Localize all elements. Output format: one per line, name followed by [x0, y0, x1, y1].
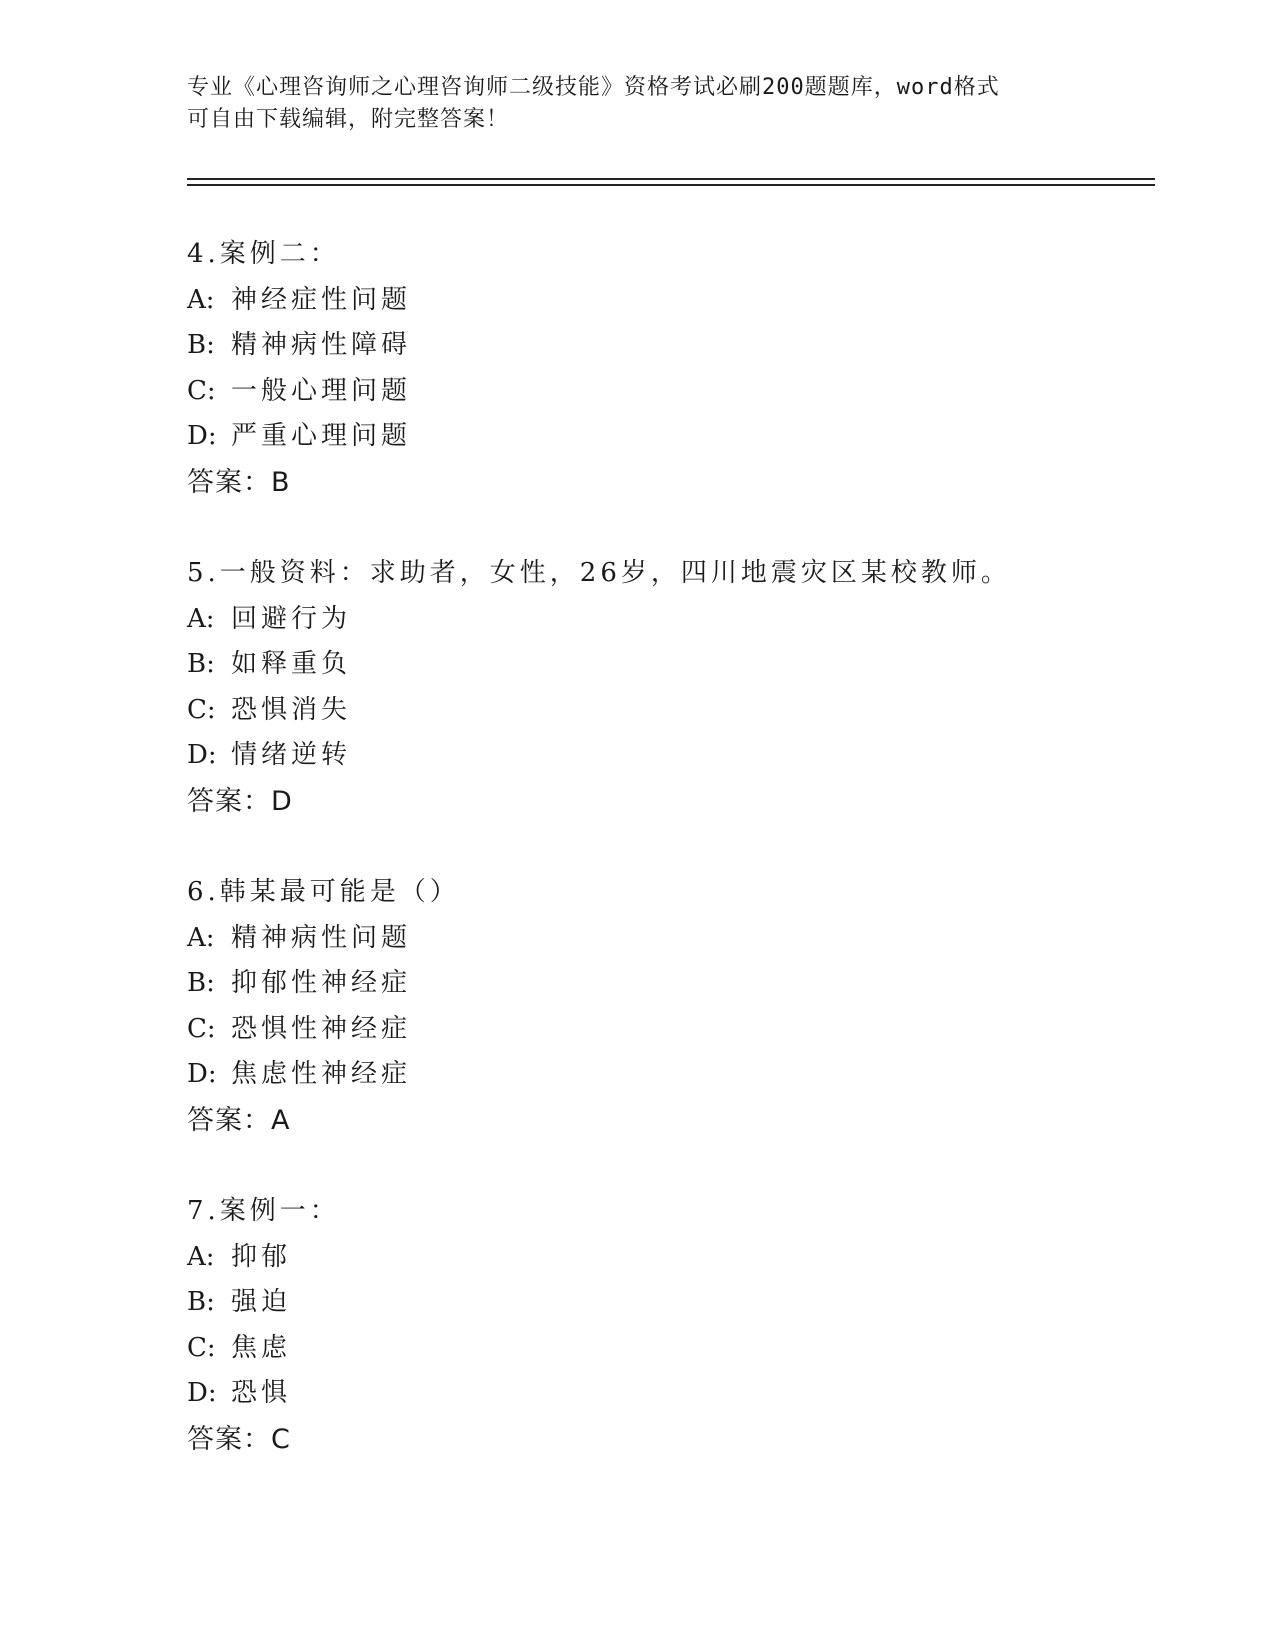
answer-line: 答案：B — [187, 466, 291, 498]
document-header — [187, 72, 1087, 136]
option-text: 恐惧消失 — [231, 694, 352, 725]
header-divider-top — [187, 178, 1155, 180]
option-text: 焦虑 — [231, 1332, 292, 1363]
option-c — [187, 688, 1147, 734]
option-text: 情绪逆转 — [231, 740, 352, 770]
option-a — [187, 1235, 1147, 1281]
option-a — [187, 278, 1147, 324]
option-letter: B: — [187, 649, 215, 679]
option-letter: D: — [187, 740, 217, 770]
option-a — [187, 916, 1147, 962]
option-d — [187, 1371, 1147, 1417]
option-text: 恐惧性神经症 — [231, 1013, 412, 1044]
option-b — [187, 323, 1147, 369]
option-letter: B: — [187, 1287, 215, 1317]
option-text: 精神病性问题 — [231, 922, 412, 953]
question-6 — [187, 870, 1147, 1143]
option-letter: D: — [187, 1378, 217, 1408]
option-text: 神经症性问题 — [231, 284, 412, 315]
option-letter: B: — [187, 330, 215, 360]
option-letter: C: — [187, 694, 216, 725]
option-b — [187, 1280, 1147, 1326]
option-letter: B: — [187, 968, 215, 998]
option-b — [187, 642, 1147, 688]
option-text: 如释重负 — [231, 649, 352, 679]
option-letter: C: — [187, 1332, 216, 1363]
question-4 — [187, 232, 1147, 505]
answer-line: 答案：A — [187, 1104, 291, 1136]
question-title: 6.韩某最可能是（） — [187, 877, 460, 907]
option-letter: A: — [187, 922, 215, 953]
question-5 — [187, 551, 1147, 824]
question-7 — [187, 1189, 1147, 1462]
answer-line: 答案：C — [187, 1423, 291, 1455]
option-text: 回避行为 — [231, 603, 352, 634]
option-c — [187, 369, 1147, 415]
option-text: 精神病性障碍 — [231, 330, 412, 360]
header-line-1: 专业《心理咨询师之心理咨询师二级技能》资格考试必刷200题题库，word格式 — [187, 75, 1000, 100]
question-title: 4.案例二： — [187, 239, 340, 269]
option-d — [187, 414, 1147, 460]
option-text: 一般心理问题 — [231, 375, 412, 406]
option-d — [187, 1052, 1147, 1098]
option-a — [187, 597, 1147, 643]
answer-line: 答案：D — [187, 785, 293, 817]
option-text: 恐惧 — [231, 1378, 292, 1408]
option-letter: A: — [187, 603, 215, 634]
option-text: 焦虑性神经症 — [231, 1059, 412, 1089]
question-title: 5.一般资料：求助者，女性，26岁，四川地震灾区某校教师。 — [187, 558, 1011, 588]
option-c — [187, 1007, 1147, 1053]
option-text: 强迫 — [231, 1287, 292, 1317]
option-text: 严重心理问题 — [231, 421, 412, 451]
option-c — [187, 1326, 1147, 1372]
header-line-2: 可自由下载编辑，附完整答案！ — [187, 107, 510, 132]
option-letter: D: — [187, 1059, 217, 1089]
option-text: 抑郁 — [231, 1241, 292, 1272]
option-d — [187, 733, 1147, 779]
option-text: 抑郁性神经症 — [231, 968, 412, 998]
option-b — [187, 961, 1147, 1007]
question-title: 7.案例一： — [187, 1196, 340, 1226]
header-divider-bottom — [187, 184, 1155, 186]
option-letter: D: — [187, 421, 217, 451]
option-letter: A: — [187, 284, 215, 315]
option-letter: A: — [187, 1241, 215, 1272]
option-letter: C: — [187, 1013, 216, 1044]
option-letter: C: — [187, 375, 216, 406]
